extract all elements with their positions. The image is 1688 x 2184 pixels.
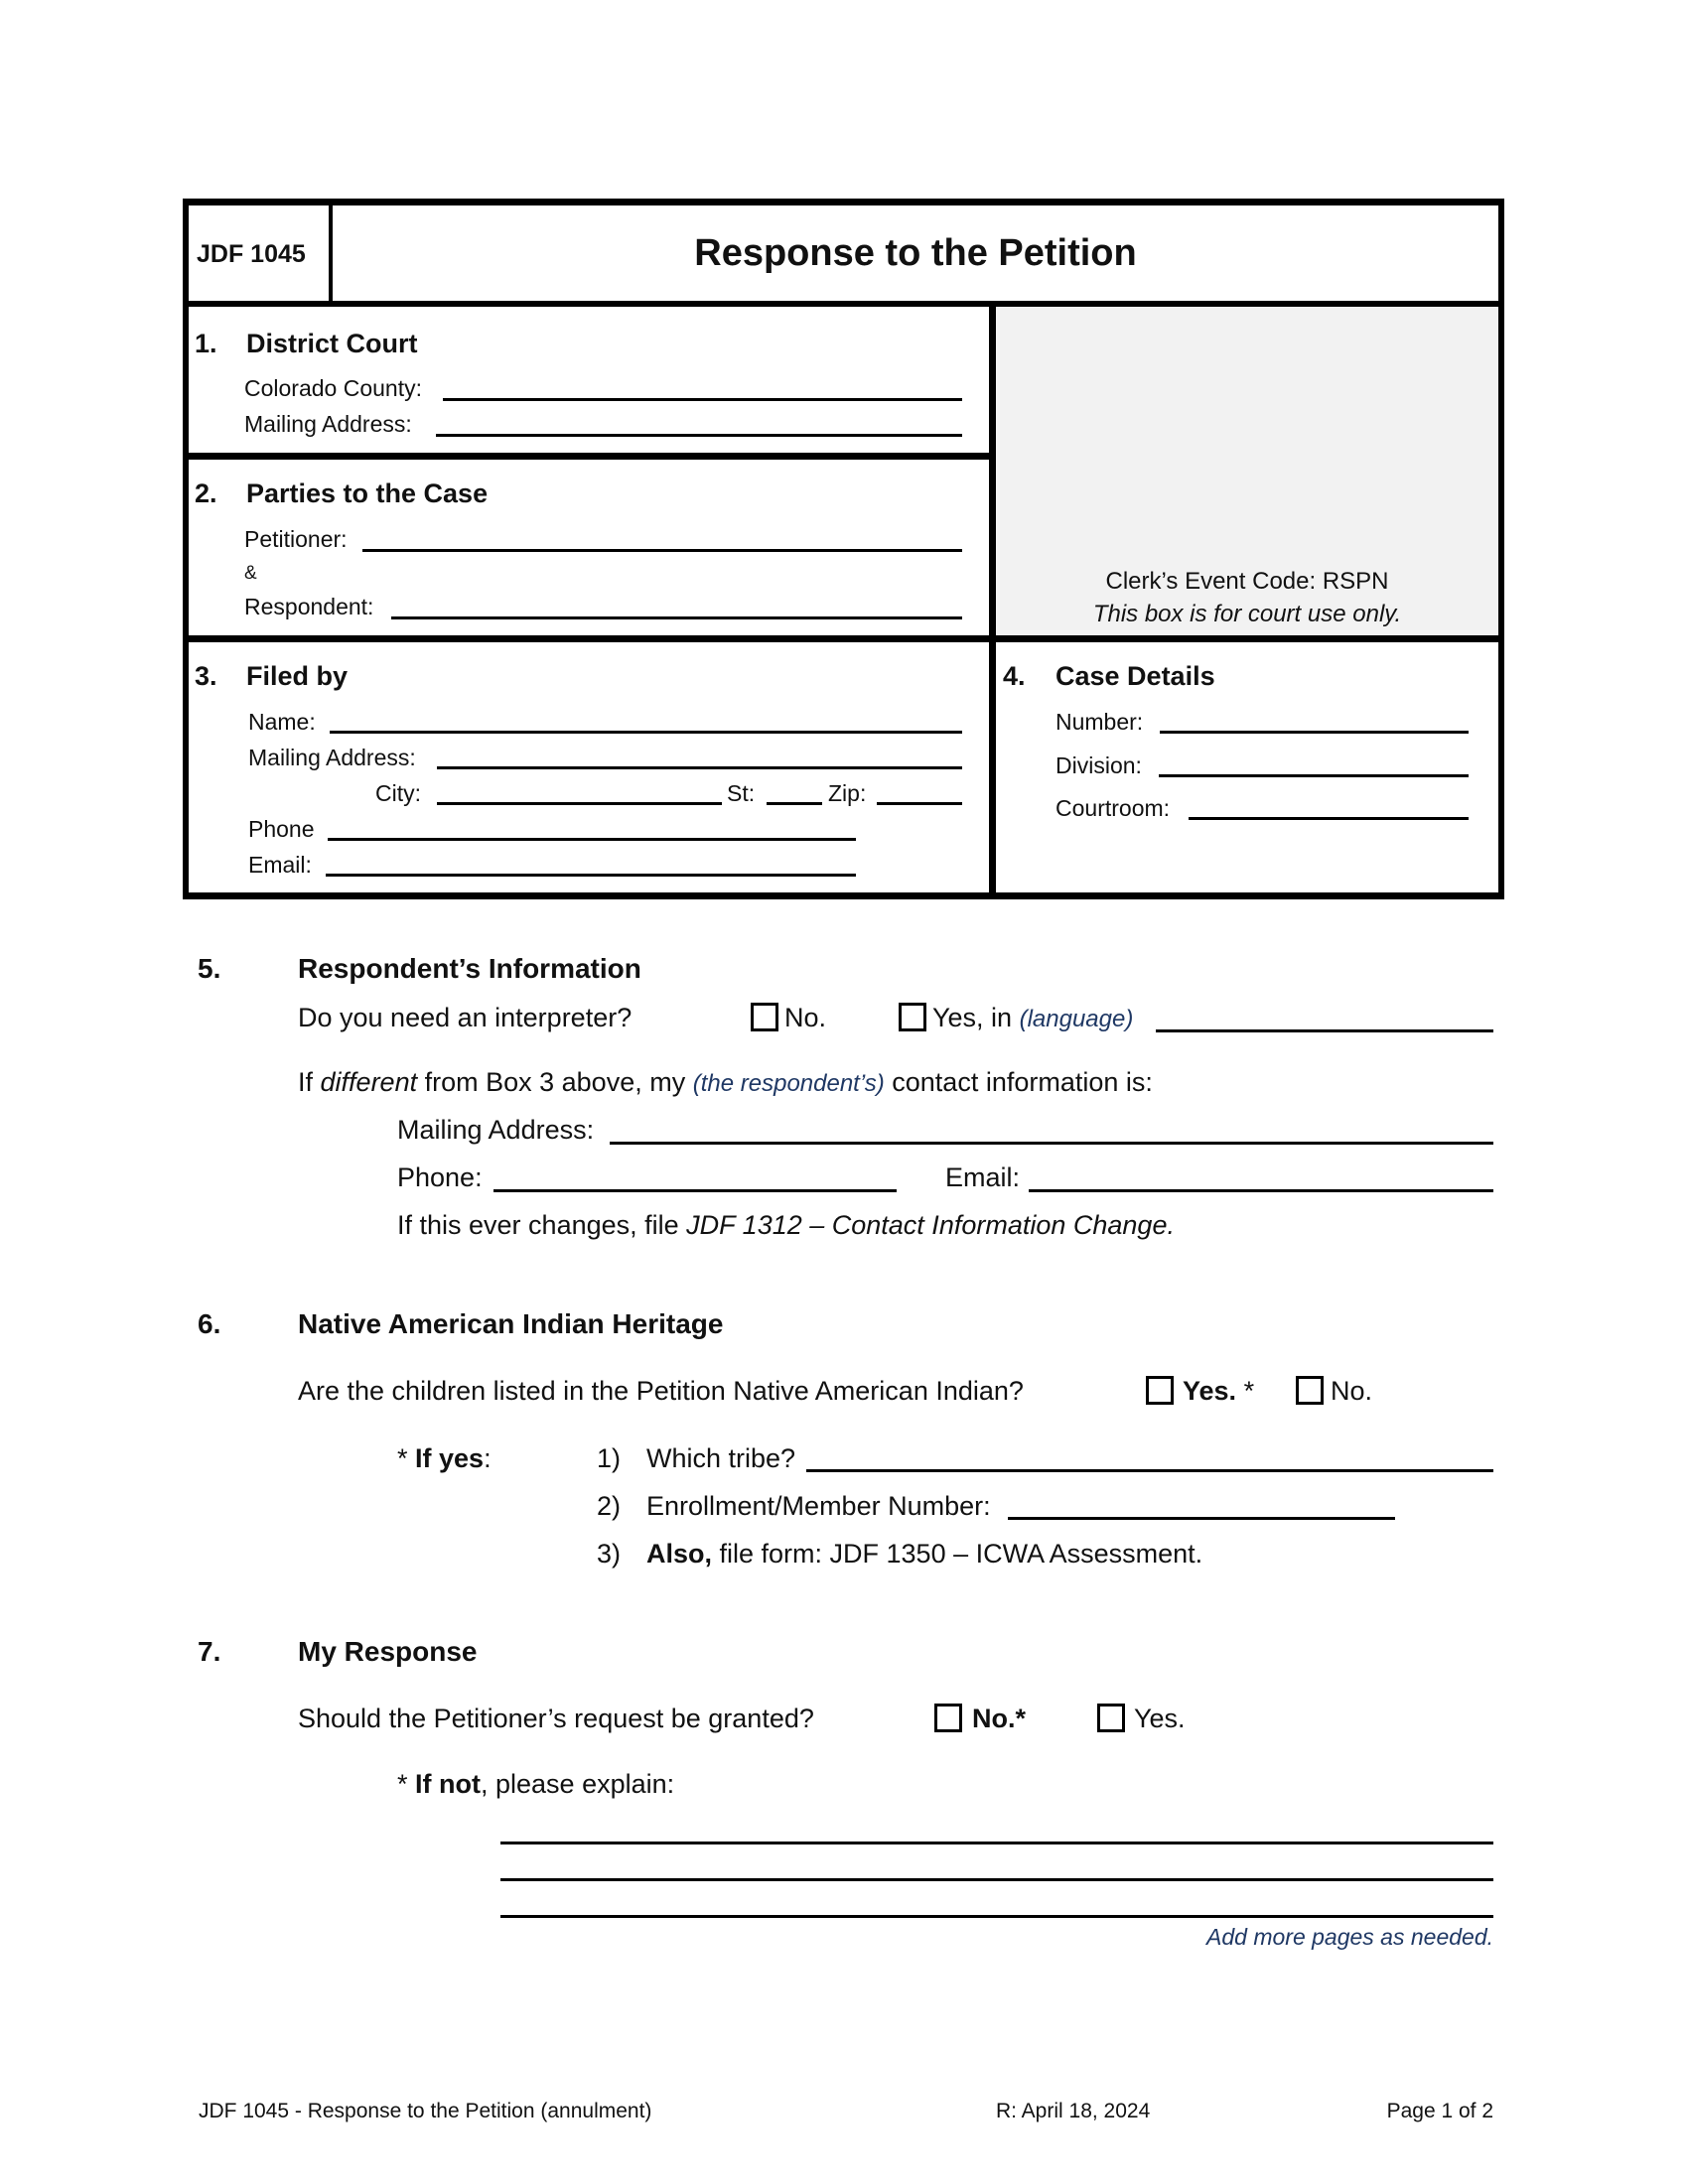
different-contact-text xyxy=(298,1069,1153,1096)
box4-number: 4. xyxy=(1003,661,1026,691)
tribe-field[interactable] xyxy=(806,1469,1493,1472)
filer-zip-label: Zip: xyxy=(828,780,867,806)
filer-phone-field[interactable] xyxy=(328,838,856,841)
heritage-yes-star: * xyxy=(1236,1376,1255,1406)
petitioner-field[interactable] xyxy=(362,549,962,552)
item3-bold: Also, xyxy=(646,1539,713,1569)
footer-revision-date: R: April 18, 2024 xyxy=(996,2100,1151,2122)
county-field[interactable] xyxy=(443,398,962,401)
if-not-star: * xyxy=(397,1769,416,1799)
resp-phone-label: Phone: xyxy=(397,1162,483,1192)
column-divider xyxy=(989,301,996,899)
explain-line-3[interactable] xyxy=(500,1915,1493,1918)
heritage-no-checkbox[interactable] xyxy=(1296,1376,1324,1405)
if-not-rest: , please explain: xyxy=(481,1769,675,1799)
item1-text: Which tribe? xyxy=(646,1443,796,1473)
if-not-label xyxy=(397,1771,674,1798)
diff-italic: different xyxy=(320,1067,418,1097)
courtroom-label: Courtroom: xyxy=(1055,795,1171,821)
case-number-label: Number: xyxy=(1055,709,1144,735)
ampersand: & xyxy=(244,563,257,584)
section5-title: Respondent’s Information xyxy=(298,953,641,984)
item2-num: 2) xyxy=(597,1491,622,1521)
item3-text xyxy=(646,1541,1202,1568)
case-number-field[interactable] xyxy=(1160,731,1469,734)
if-yes-colon: : xyxy=(484,1443,492,1473)
interpreter-yes-checkbox[interactable] xyxy=(899,1003,926,1031)
division-field[interactable] xyxy=(1159,774,1469,777)
filer-mailing-field[interactable] xyxy=(437,766,962,769)
grant-question: Should the Petitioner’s request be granted? xyxy=(298,1704,814,1733)
explain-line-2[interactable] xyxy=(500,1878,1493,1881)
filer-email-field[interactable] xyxy=(326,874,856,877)
respondent-label: Respondent: xyxy=(244,594,374,619)
filer-city-field[interactable] xyxy=(437,802,722,805)
change-prefix: If this ever changes, file xyxy=(397,1210,679,1240)
filer-state-field[interactable] xyxy=(767,802,822,805)
row2-divider xyxy=(183,635,1504,642)
box3-title: Filed by xyxy=(246,661,349,691)
court-use-note: This box is for court use only. xyxy=(1092,601,1402,627)
interpreter-question: Do you need an interpreter? xyxy=(298,1003,633,1032)
if-yes-star: * xyxy=(397,1443,416,1473)
court-mailing-field[interactable] xyxy=(436,434,962,437)
section7-number: 7. xyxy=(198,1636,221,1667)
petitioner-label: Petitioner: xyxy=(244,526,348,552)
section7-title: My Response xyxy=(298,1636,478,1667)
language-field[interactable] xyxy=(1156,1029,1493,1032)
interpreter-no-checkbox[interactable] xyxy=(751,1003,778,1031)
filer-city-label: City: xyxy=(375,780,421,806)
border-top xyxy=(183,199,1504,205)
section6-title: Native American Indian Heritage xyxy=(298,1308,724,1339)
resp-email-label: Email: xyxy=(945,1162,1021,1192)
filer-email-label: Email: xyxy=(248,852,312,878)
box4-title: Case Details xyxy=(1055,661,1215,691)
division-label: Division: xyxy=(1055,752,1142,778)
diff-prefix: If xyxy=(298,1067,314,1097)
box3-number: 3. xyxy=(195,661,217,691)
change-notice xyxy=(397,1212,1175,1239)
resp-phone-field[interactable] xyxy=(493,1189,897,1192)
filer-name-label: Name: xyxy=(248,709,316,735)
county-label: Colorado County: xyxy=(244,375,422,401)
heritage-question: Are the children listed in the Petition Native American Indian? xyxy=(298,1376,1024,1406)
if-yes-bold: If yes xyxy=(415,1443,485,1473)
resp-email-field[interactable] xyxy=(1029,1189,1493,1192)
heritage-yes-label xyxy=(1183,1378,1254,1405)
respondent-field[interactable] xyxy=(391,616,962,619)
row1-divider xyxy=(183,453,993,460)
courtroom-field[interactable] xyxy=(1189,817,1469,820)
filer-name-field[interactable] xyxy=(330,731,962,734)
diff-suffix: contact information is: xyxy=(892,1067,1153,1097)
page-title: Response to the Petition xyxy=(694,232,1137,274)
interpreter-yes-label xyxy=(932,1005,1133,1031)
heritage-yes-text: Yes. xyxy=(1183,1376,1237,1406)
header-divider xyxy=(183,301,1504,307)
diff-mid: from Box 3 above, my xyxy=(424,1067,686,1097)
explain-line-1[interactable] xyxy=(500,1842,1493,1844)
filer-zip-field[interactable] xyxy=(877,802,962,805)
filer-state-label: St: xyxy=(727,780,756,806)
border-bottom xyxy=(183,892,1504,899)
footer-page-number: Page 1 of 2 xyxy=(1386,2100,1493,2122)
enrollment-number-field[interactable] xyxy=(1008,1517,1395,1520)
interpreter-yes-text: Yes, in xyxy=(932,1003,1013,1032)
if-yes-label xyxy=(397,1445,492,1472)
item2-text: Enrollment/Member Number: xyxy=(646,1491,991,1521)
resp-mailing-field[interactable] xyxy=(610,1142,1493,1145)
box2-number: 2. xyxy=(195,478,217,508)
resp-mailing-label: Mailing Address: xyxy=(397,1115,595,1145)
contact-change-form-ref: JDF 1312 – Contact Information Change. xyxy=(686,1210,1175,1240)
heritage-yes-checkbox[interactable] xyxy=(1146,1376,1174,1405)
section5-number: 5. xyxy=(198,953,221,984)
grant-no-label: No.* xyxy=(972,1704,1026,1733)
add-pages-note: Add more pages as needed. xyxy=(1206,1924,1493,1950)
item1-num: 1) xyxy=(597,1443,622,1473)
respondent-hint: (the respondent’s) xyxy=(692,1070,885,1097)
section6-number: 6. xyxy=(198,1308,221,1339)
heritage-no-label: No. xyxy=(1331,1376,1373,1406)
box1-title: District Court xyxy=(246,329,418,358)
footer-form-name: JDF 1045 - Response to the Petition (annulment) xyxy=(199,2100,652,2122)
grant-yes-label: Yes. xyxy=(1134,1704,1186,1733)
if-not-bold: If not xyxy=(415,1769,481,1799)
interpreter-no-label: No. xyxy=(784,1003,827,1032)
court-mailing-label: Mailing Address: xyxy=(244,411,412,437)
icwa-form-ref: file form: JDF 1350 – ICWA Assessment. xyxy=(712,1539,1203,1569)
filer-mailing-label: Mailing Address: xyxy=(248,745,416,770)
language-hint: (language) xyxy=(1019,1006,1134,1032)
grant-no-checkbox[interactable] xyxy=(934,1704,962,1732)
event-code: Clerk’s Event Code: RSPN xyxy=(1105,568,1389,595)
box1-number: 1. xyxy=(195,329,217,358)
item3-num: 3) xyxy=(597,1539,622,1569)
grant-yes-checkbox[interactable] xyxy=(1097,1704,1125,1732)
form-id: JDF 1045 xyxy=(197,240,306,268)
box2-title: Parties to the Case xyxy=(246,478,489,508)
filer-phone-label: Phone xyxy=(248,816,315,842)
